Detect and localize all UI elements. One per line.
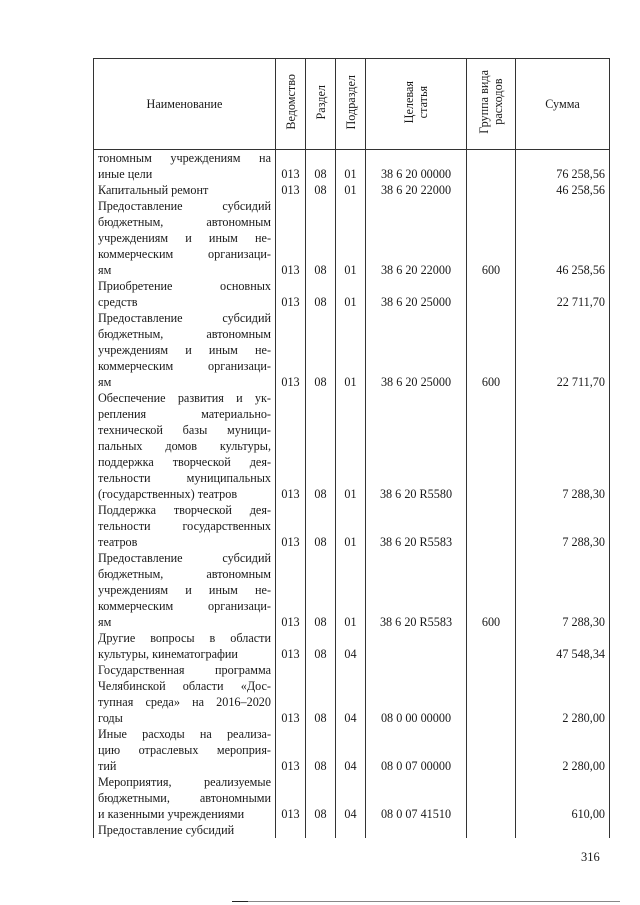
row-razdel: 08 <box>306 726 336 774</box>
row-target: 38 6 20 00000 <box>366 150 467 183</box>
row-vedomstvo: 013 <box>276 310 306 390</box>
row-name-line: Капитальный ремонт <box>98 183 209 197</box>
table-row <box>94 182 610 198</box>
header-podrazdel-label: Подраздел <box>343 74 358 130</box>
table-row <box>94 726 610 774</box>
table-row <box>94 550 610 630</box>
row-razdel: 08 <box>306 182 336 198</box>
row-name-line: тий <box>98 759 117 773</box>
row-name-line: Предоставление субсидий <box>98 823 235 837</box>
row-sum: 46 258,56 <box>516 182 610 198</box>
row-podrazdel: 01 <box>336 150 366 183</box>
row-name-line: ям <box>98 375 112 389</box>
table-body <box>94 150 610 839</box>
row-razdel: 08 <box>306 198 336 278</box>
row-podrazdel: 04 <box>336 630 366 662</box>
row-podrazdel: 01 <box>336 198 366 278</box>
row-group <box>467 630 516 662</box>
row-name-line: Обеспечение развития и ук- <box>98 391 271 405</box>
row-razdel: 08 <box>306 774 336 822</box>
row-target <box>366 630 467 662</box>
table-row <box>94 310 610 390</box>
row-name-line: бюджетными, автономными <box>98 791 271 805</box>
row-group <box>467 390 516 502</box>
row-podrazdel: 01 <box>336 502 366 550</box>
header-target-line2: статья <box>416 85 430 119</box>
row-razdel: 08 <box>306 502 336 550</box>
header-podrazdel <box>336 59 366 150</box>
row-name-line: бюджетным, автономным <box>98 567 271 581</box>
table-row <box>94 502 610 550</box>
row-name-line: технической базы муници- <box>98 423 271 437</box>
row-vedomstvo: 013 <box>276 150 306 183</box>
header-name <box>94 59 276 150</box>
row-name-line: годы <box>98 711 123 725</box>
row-name-line: пальных домов культуры, <box>98 439 271 453</box>
row-name-line: культуры, кинематографии <box>98 647 238 661</box>
row-razdel: 08 <box>306 310 336 390</box>
row-name-line: Иные расходы на реализа- <box>98 727 271 741</box>
row-name-line: Предоставление субсидий <box>98 311 271 325</box>
header-vedomstvo-label: Ведомство <box>283 74 298 130</box>
page-number: 316 <box>581 850 600 864</box>
row-name-line: репления материально- <box>98 407 271 421</box>
row-name-line: бюджетным, автономным <box>98 215 271 229</box>
row-target: 08 0 00 00000 <box>366 662 467 726</box>
row-group: 600 <box>467 310 516 390</box>
row-name-line: бюджетным, автономным <box>98 327 271 341</box>
row-name-line: Государственная программа <box>98 663 271 677</box>
row-vedomstvo: 013 <box>276 198 306 278</box>
row-vedomstvo: 013 <box>276 550 306 630</box>
row-name-line: учреждениям и иным не- <box>98 583 271 597</box>
table-row <box>94 150 610 183</box>
row-name-line: (государственных) театров <box>98 487 238 501</box>
header-sum <box>516 59 610 150</box>
row-group: 600 <box>467 550 516 630</box>
row-target: 38 6 20 R5583 <box>366 550 467 630</box>
row-group <box>467 822 516 838</box>
row-sum <box>516 822 610 838</box>
row-name-line: иные цели <box>98 167 153 181</box>
row-sum: 2 280,00 <box>516 726 610 774</box>
row-name-line: Поддержка творческой дея- <box>98 503 271 517</box>
header-vedomstvo <box>276 59 306 150</box>
row-razdel: 08 <box>306 630 336 662</box>
table-row <box>94 198 610 278</box>
footer-rule <box>232 901 620 902</box>
header-group <box>467 59 516 150</box>
row-name-cell <box>94 198 276 278</box>
row-name-line: Предоставление субсидий <box>98 199 271 213</box>
row-vedomstvo: 013 <box>276 630 306 662</box>
header-name-label: Наименование <box>146 97 223 111</box>
row-group <box>467 150 516 183</box>
row-name-line: тупная среда» на 2016–2020 <box>98 695 271 709</box>
row-group <box>467 662 516 726</box>
row-name-cell <box>94 630 276 662</box>
row-name-line: средств <box>98 295 138 309</box>
row-name-line: Приобретение основных <box>98 279 271 293</box>
row-sum: 47 548,34 <box>516 630 610 662</box>
row-name-line: коммерческим организаци- <box>98 599 271 613</box>
row-podrazdel: 04 <box>336 774 366 822</box>
row-razdel <box>306 822 336 838</box>
row-sum: 2 280,00 <box>516 662 610 726</box>
row-target <box>366 822 467 838</box>
row-target: 38 6 20 22000 <box>366 182 467 198</box>
row-name-line: тельности муниципальных <box>98 471 271 485</box>
row-sum: 610,00 <box>516 774 610 822</box>
row-name-cell <box>94 726 276 774</box>
row-sum: 7 288,30 <box>516 390 610 502</box>
header-group-label <box>477 70 505 134</box>
header-target-line1: Целевая <box>402 80 416 124</box>
row-razdel: 08 <box>306 550 336 630</box>
row-vedomstvo: 013 <box>276 502 306 550</box>
row-vedomstvo: 013 <box>276 182 306 198</box>
row-vedomstvo: 013 <box>276 774 306 822</box>
row-target: 08 0 07 41510 <box>366 774 467 822</box>
row-name-line: поддержка творческой дея- <box>98 455 271 469</box>
row-name-line: Челябинской области «Дос- <box>98 679 271 693</box>
row-target: 38 6 20 R5580 <box>366 390 467 502</box>
row-name-cell <box>94 822 276 838</box>
header-group-line2: расходов <box>491 78 505 126</box>
row-podrazdel: 01 <box>336 310 366 390</box>
row-name-line: коммерческим организаци- <box>98 359 271 373</box>
row-vedomstvo: 013 <box>276 662 306 726</box>
row-name-line: ям <box>98 263 112 277</box>
row-name-line: и казенными учреждениями <box>98 807 245 821</box>
header-target-label <box>402 81 430 123</box>
row-name-cell <box>94 182 276 198</box>
row-name-line: Мероприятия, реализуемые <box>98 775 271 789</box>
row-razdel: 08 <box>306 662 336 726</box>
header-sum-label: Сумма <box>545 97 580 111</box>
row-name-line: театров <box>98 535 138 549</box>
row-target: 38 6 20 R5583 <box>366 502 467 550</box>
row-podrazdel: 01 <box>336 278 366 310</box>
row-name-line: тельности государственных <box>98 519 271 533</box>
row-name-line: учреждениям и иным не- <box>98 343 271 357</box>
row-podrazdel <box>336 822 366 838</box>
row-name-cell <box>94 310 276 390</box>
row-name-line: Другие вопросы в области <box>98 631 271 645</box>
row-target: 38 6 20 25000 <box>366 310 467 390</box>
table-header <box>94 59 610 150</box>
row-name-line: тономным учреждениям на <box>98 151 271 165</box>
header-razdel-label: Раздел <box>313 84 328 120</box>
row-group <box>467 774 516 822</box>
row-group <box>467 278 516 310</box>
table-row <box>94 278 610 310</box>
budget-table <box>93 58 610 838</box>
row-sum: 7 288,30 <box>516 502 610 550</box>
row-name-line: Предоставление субсидий <box>98 551 271 565</box>
header-razdel <box>306 59 336 150</box>
row-group <box>467 726 516 774</box>
row-sum: 46 258,56 <box>516 198 610 278</box>
row-podrazdel: 04 <box>336 726 366 774</box>
header-target <box>366 59 467 150</box>
row-target: 38 6 20 25000 <box>366 278 467 310</box>
row-name-line: учреждениям и иным не- <box>98 231 271 245</box>
row-name-line: цию отраслевых мероприя- <box>98 743 271 757</box>
row-name-line: ям <box>98 615 112 629</box>
row-razdel: 08 <box>306 150 336 183</box>
table-row <box>94 662 610 726</box>
row-vedomstvo <box>276 822 306 838</box>
row-vedomstvo: 013 <box>276 278 306 310</box>
row-sum: 22 711,70 <box>516 278 610 310</box>
row-target: 38 6 20 22000 <box>366 198 467 278</box>
row-name-cell <box>94 278 276 310</box>
row-sum: 22 711,70 <box>516 310 610 390</box>
row-razdel: 08 <box>306 390 336 502</box>
row-name-cell <box>94 502 276 550</box>
row-podrazdel: 01 <box>336 550 366 630</box>
row-name-line: коммерческим организаци- <box>98 247 271 261</box>
row-podrazdel: 01 <box>336 390 366 502</box>
table-row <box>94 630 610 662</box>
row-group <box>467 502 516 550</box>
table-row <box>94 822 610 838</box>
row-name-cell <box>94 390 276 502</box>
table-row <box>94 774 610 822</box>
row-sum: 7 288,30 <box>516 550 610 630</box>
row-podrazdel: 01 <box>336 182 366 198</box>
row-name-cell <box>94 662 276 726</box>
row-razdel: 08 <box>306 278 336 310</box>
row-vedomstvo: 013 <box>276 726 306 774</box>
row-group: 600 <box>467 198 516 278</box>
header-group-line1: Группа вида <box>477 70 491 134</box>
row-name-cell <box>94 150 276 183</box>
row-target: 08 0 07 00000 <box>366 726 467 774</box>
row-podrazdel: 04 <box>336 662 366 726</box>
row-name-cell <box>94 774 276 822</box>
row-sum: 76 258,56 <box>516 150 610 183</box>
table-row <box>94 390 610 502</box>
footer-rule-mark <box>232 901 248 902</box>
row-group <box>467 182 516 198</box>
row-vedomstvo: 013 <box>276 390 306 502</box>
row-name-cell <box>94 550 276 630</box>
